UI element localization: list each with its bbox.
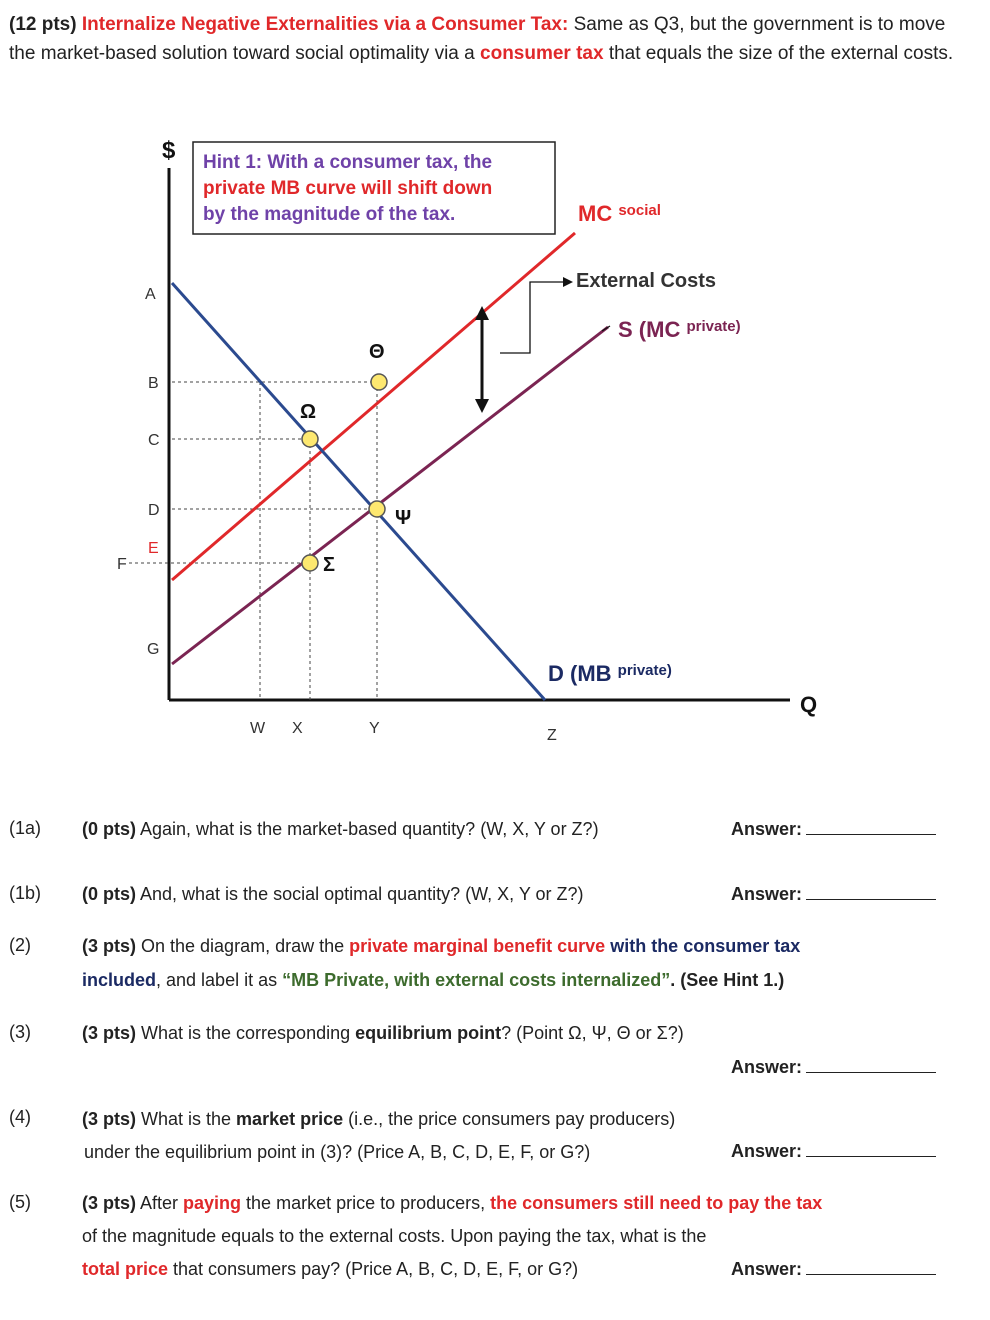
q5-red3: total price — [82, 1259, 169, 1279]
quantity-label-w: W — [250, 720, 266, 737]
point-sigma — [302, 555, 318, 571]
external-costs-arrow — [475, 306, 489, 413]
quantity-label-z: Z — [547, 727, 557, 744]
hint-line-2: private MB curve will shift down — [203, 178, 493, 199]
price-label-b: B — [148, 375, 159, 392]
q4-pre: What is the — [136, 1109, 237, 1129]
q3-answer-line[interactable] — [806, 1056, 936, 1073]
q1b-body: And, what is the social optimal quantity? (W, X, Y or Z?) — [136, 884, 584, 904]
mc-social-label-sub: social — [618, 202, 661, 219]
q3-bold: equilibrium point — [355, 1023, 502, 1043]
q5-line3: that consumers pay? (Price A, B, C, D, E, F, or G?) — [168, 1259, 579, 1279]
q3-answer-label: Answer: — [731, 1057, 803, 1077]
q4-answer-label: Answer: — [731, 1141, 803, 1161]
point-theta — [371, 374, 387, 390]
guide-lines — [129, 382, 380, 700]
price-label-d: D — [148, 502, 160, 519]
intro-text-2: that equals the size of the external costs. — [603, 43, 954, 64]
x-axis-label: Q — [800, 692, 818, 717]
q1b-answer — [731, 883, 936, 905]
q2-red: private marginal benefit curve — [349, 936, 606, 956]
q4-points: (3 pts) — [82, 1109, 136, 1129]
q5-red2: the consumers still need to pay the tax — [490, 1193, 823, 1213]
q3-answer — [731, 1056, 936, 1078]
y-axis-label: $ — [162, 137, 176, 164]
q5-pre: After — [136, 1193, 184, 1213]
q3-pre: What is the corresponding — [136, 1023, 356, 1043]
intro-highlight: consumer tax — [480, 43, 604, 64]
q2-green: “MB Private, with external costs internalized” — [282, 970, 671, 990]
q1a-answer — [731, 818, 936, 840]
supply-label — [618, 317, 741, 342]
q1b-answer-line[interactable] — [806, 883, 936, 900]
point-sigma-label: Σ — [323, 554, 336, 576]
mc-social-label — [578, 201, 661, 226]
q1a-number: (1a) — [9, 818, 42, 838]
intro-points: (12 pts) — [9, 14, 77, 35]
q2-navy: with the consumer tax included — [82, 936, 801, 990]
q5-text — [82, 1186, 902, 1220]
hint-line-3: by the magnitude of the tax. — [203, 204, 456, 225]
q1a-answer-label: Answer: — [731, 819, 803, 839]
demand-label-main: D (MB — [548, 661, 612, 686]
q2-pre: On the diagram, draw the — [136, 936, 350, 956]
q2-number: (2) — [9, 935, 31, 955]
q2-post: . (See Hint 1.) — [670, 970, 785, 990]
supply-label-sub: private) — [686, 318, 741, 335]
q1a-answer-line[interactable] — [806, 818, 936, 835]
q2-mid: , and label it as — [156, 970, 283, 990]
point-psi-label: Ψ — [395, 507, 412, 529]
external-costs-label: External Costs — [576, 270, 717, 292]
external-costs-leader-arrowhead — [563, 277, 573, 287]
q2-text — [82, 929, 882, 997]
q5-red1: paying — [183, 1193, 242, 1213]
q4-text — [82, 1102, 902, 1136]
q3-post: ? (Point Ω, Ψ, Θ or Σ?) — [501, 1023, 684, 1043]
price-label-c: C — [148, 432, 160, 449]
q5-mid1: the market price to producers, — [241, 1193, 491, 1213]
q5-points: (3 pts) — [82, 1193, 136, 1213]
demand-label — [548, 661, 672, 686]
price-label-f: F — [117, 556, 127, 573]
q1b-points: (0 pts) — [82, 884, 136, 904]
quantity-label-x: X — [292, 720, 303, 737]
q1b-answer-label: Answer: — [731, 884, 803, 904]
q4-answer — [731, 1140, 936, 1162]
q4-number: (4) — [9, 1107, 31, 1127]
point-theta-label: Θ — [369, 341, 385, 363]
supply-curve — [172, 327, 608, 664]
q5-answer-label: Answer: — [731, 1259, 803, 1279]
q5-text-line2: of the magnitude equals to the external costs. Upon paying the tax, what is the — [82, 1226, 707, 1246]
q3-points: (3 pts) — [82, 1023, 136, 1043]
mc-social-label-main: MC — [578, 201, 613, 226]
q5-number: (5) — [9, 1192, 31, 1212]
q1a-points: (0 pts) — [82, 819, 136, 839]
intro-text-1: Same as Q3, but the government is to move the market-based solution toward social optimality via a — [9, 14, 946, 64]
q4-post: (i.e., the price consumers pay producers) — [343, 1109, 676, 1129]
q4-bold: market price — [236, 1109, 344, 1129]
q5-answer-line[interactable] — [806, 1258, 936, 1275]
q1a-body: Again, what is the market-based quantity? (W, X, Y or Z?) — [136, 819, 599, 839]
point-omega-label: Ω — [300, 401, 317, 423]
point-psi — [369, 501, 385, 517]
demand-curve — [172, 283, 545, 700]
q4-answer-line[interactable] — [806, 1140, 936, 1157]
price-label-g: G — [147, 641, 160, 658]
q3-text — [82, 1016, 902, 1050]
price-label-e: E — [148, 540, 159, 557]
demand-label-sub: private) — [617, 662, 672, 679]
q4-text-line2: under the equilibrium point in (3)? (Price A, B, C, D, E, F, or G?) — [84, 1142, 591, 1162]
economics-graph — [0, 130, 990, 770]
supply-label-main: S (MC — [618, 317, 681, 342]
point-omega — [302, 431, 318, 447]
q3-number: (3) — [9, 1022, 31, 1042]
q2-points: (3 pts) — [82, 936, 136, 956]
q5-answer — [731, 1258, 936, 1280]
price-label-a: A — [145, 286, 156, 303]
external-costs-leader — [500, 282, 565, 353]
mc-social-curve — [172, 233, 575, 580]
hint-line-1: Hint 1: With a consumer tax, the — [203, 152, 493, 173]
intro-title: Internalize Negative Externalities via a Consumer Tax: — [81, 14, 569, 35]
quantity-label-y: Y — [369, 720, 380, 737]
q1b-number: (1b) — [9, 883, 42, 903]
intro-paragraph — [9, 10, 969, 68]
